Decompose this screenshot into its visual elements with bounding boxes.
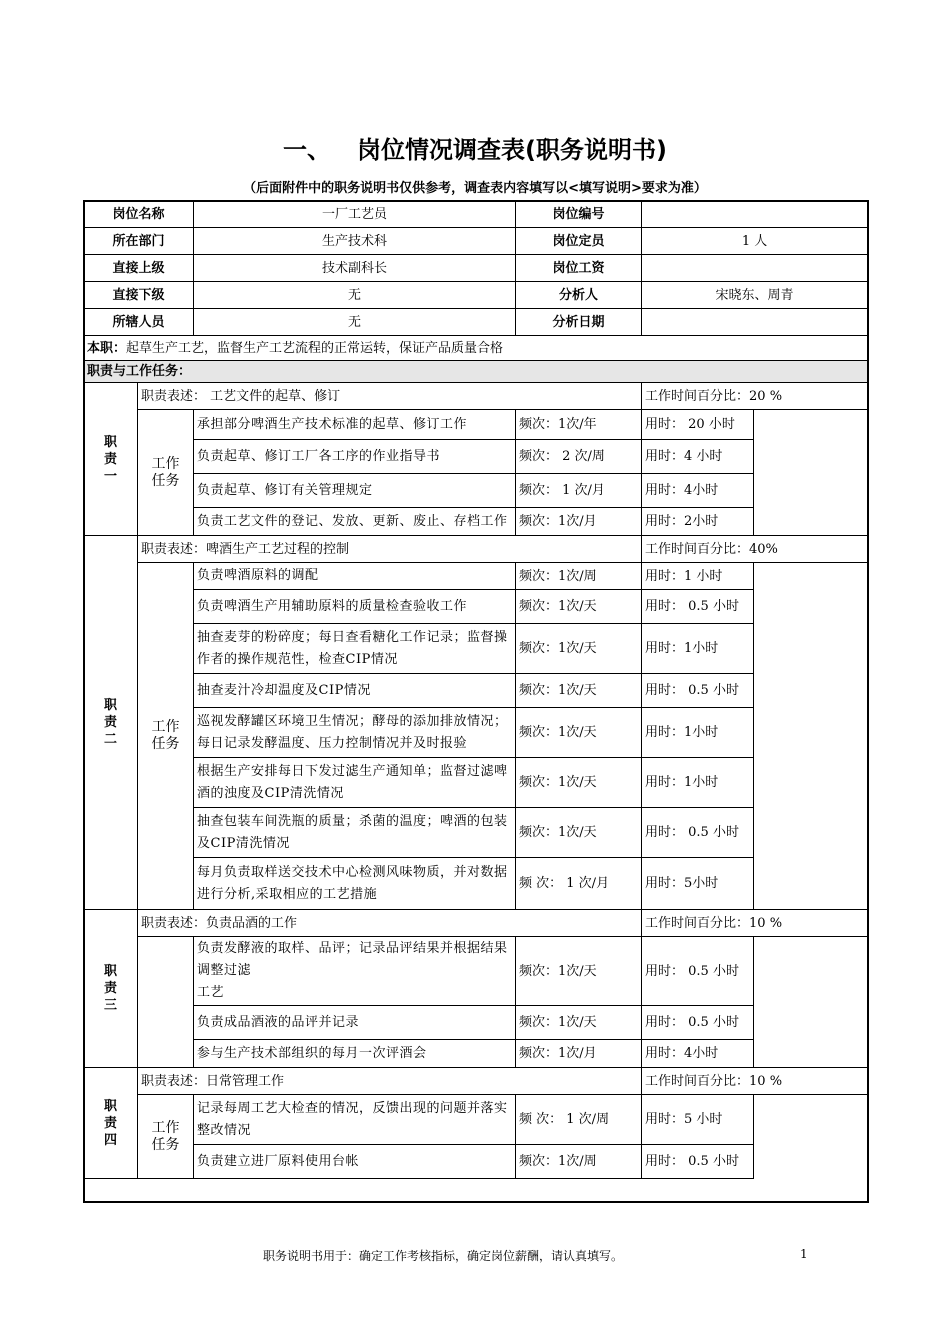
task-text: 抽查麦汁冷却温度及CIP情况 <box>194 674 516 708</box>
task-frequency: 频次：1次/周 <box>516 563 642 590</box>
task-duration: 用时： 0.5 小时 <box>642 590 754 624</box>
task-frequency: 频次：1次/天 <box>516 1006 642 1040</box>
task-frequency: 频次：1次/月 <box>516 1040 642 1068</box>
task-text: 负责建立进厂原料使用台帐 <box>194 1145 516 1179</box>
duty-row <box>84 336 868 361</box>
task-row <box>84 563 868 590</box>
task-row <box>84 1095 868 1145</box>
task-row <box>84 808 868 858</box>
responsibility-label <box>84 1068 138 1179</box>
task-frequency: 频次：1次/天 <box>516 624 642 674</box>
responsibility-label <box>84 536 138 910</box>
responsibility-description: 职责表述： 工艺文件的起草、修订 <box>138 383 642 410</box>
task-row <box>84 410 868 440</box>
task-text: 负责啤酒原料的调配 <box>194 563 516 590</box>
task-duration: 用时：1小时 <box>642 708 754 758</box>
task-frequency: 频次：1次/天 <box>516 937 642 1006</box>
footer-note: 职务说明书用于：确定工作考核指标，确定岗位薪酬，请认真填写。 <box>263 1249 624 1263</box>
responsibility-desc-row <box>84 383 868 410</box>
subordinate-label: 直接下级 <box>84 282 194 309</box>
task-text: 根据生产安排每日下发过滤生产通知单；监督过滤啤酒的浊度及CIP清洗情况 <box>194 758 516 808</box>
task-duration: 用时：4小时 <box>642 1040 754 1068</box>
task-duration: 用时： 0.5 小时 <box>642 1006 754 1040</box>
post-code-value <box>642 201 868 228</box>
info-row <box>84 309 868 336</box>
responsibility-description: 职责表述：啤酒生产工艺过程的控制 <box>138 536 642 563</box>
responsibility-label-text: 职责二 <box>104 698 118 747</box>
task-text: 负责起草、修订工厂各工序的作业指导书 <box>194 440 516 474</box>
task-duration: 用时：5 小时 <box>642 1095 754 1145</box>
task-frequency: 频 次： 1 次/周 <box>516 1095 642 1145</box>
duty-cell <box>84 336 868 361</box>
task-row <box>84 1006 868 1040</box>
task-text: 负责成品酒液的品评并记录 <box>194 1006 516 1040</box>
superior-label: 直接上级 <box>84 255 194 282</box>
time-percentage: 工作时间百分比：10 % <box>642 910 868 937</box>
staff-label: 所辖人员 <box>84 309 194 336</box>
salary-label: 岗位工资 <box>516 255 642 282</box>
task-duration: 用时：2小时 <box>642 508 754 536</box>
task-row <box>84 624 868 674</box>
duty-text: 起草生产工艺，监督生产工艺流程的正常运转，保证产品质量合格 <box>126 340 504 356</box>
job-description-table <box>83 200 868 1179</box>
task-duration: 用时： 0.5 小时 <box>642 1145 754 1179</box>
task-text: 每月负责取样送交技术中心检测风味物质，并对数据进行分析,采取相应的工艺措施 <box>194 858 516 910</box>
task-text: 负责起草、修订有关管理规定 <box>194 474 516 508</box>
task-frequency: 频次：1次/天 <box>516 808 642 858</box>
task-text: 负责啤酒生产用辅助原料的质量检查验收工作 <box>194 590 516 624</box>
time-percentage: 工作时间百分比：10 % <box>642 1068 868 1095</box>
staff-value: 无 <box>194 309 516 336</box>
task-text: 抽查包装车间洗瓶的质量；杀菌的温度；啤酒的包装及CIP清洗情况 <box>194 808 516 858</box>
responsibility-label-text: 职责三 <box>104 964 118 1013</box>
task-duration: 用时： 0.5 小时 <box>642 937 754 1006</box>
post-code-label: 岗位编号 <box>516 201 642 228</box>
task-frequency: 频次： 1 次/月 <box>516 474 642 508</box>
task-duration: 用时：1 小时 <box>642 563 754 590</box>
task-text: 抽查麦芽的粉碎度；每日查看糖化工作记录；监督操作者的操作规范性，检查CIP情况 <box>194 624 516 674</box>
task-text: 负责发酵液的取样、品评；记录品评结果并根据结果调整过滤 工艺 <box>194 937 516 1006</box>
responsibility-label-text: 职责一 <box>104 434 118 484</box>
task-row <box>84 708 868 758</box>
post-name-label: 岗位名称 <box>84 201 194 228</box>
tasks-header: 职责与工作任务： <box>84 361 868 383</box>
task-frequency: 频次：1次/天 <box>516 758 642 808</box>
page-number: 1 <box>800 1247 808 1261</box>
info-row <box>84 228 868 255</box>
time-percentage: 工作时间百分比：40% <box>642 536 868 563</box>
duty-label: 本职： <box>87 340 127 356</box>
work-task-label: 工作 任务 <box>138 1095 194 1179</box>
task-row <box>84 1145 868 1179</box>
post-name-value: 一厂工艺员 <box>194 201 516 228</box>
salary-value <box>642 255 868 282</box>
responsibility-label <box>84 383 138 536</box>
title-number: 一、 <box>283 136 332 164</box>
tasks-header-row <box>84 361 868 383</box>
analyst-value: 宋晓东、周青 <box>642 282 868 309</box>
quota-label: 岗位定员 <box>516 228 642 255</box>
task-frequency: 频次：1次/天 <box>516 674 642 708</box>
info-row <box>84 282 868 309</box>
task-row <box>84 440 868 474</box>
task-row <box>84 508 868 536</box>
task-text: 承担部分啤酒生产技术标准的起草、修订工作 <box>194 410 516 440</box>
superior-value: 技术副科长 <box>194 255 516 282</box>
task-text: 负责工艺文件的登记、发放、更新、废止、存档工作 <box>194 508 516 536</box>
title-text: 岗位情况调查表(职务说明书) <box>357 136 667 164</box>
task-duration: 用时： 20 小时 <box>642 410 754 440</box>
subordinate-value: 无 <box>194 282 516 309</box>
task-text: 参与生产技术部组织的每月一次评酒会 <box>194 1040 516 1068</box>
responsibility-label <box>84 910 138 1068</box>
task-duration: 用时：1小时 <box>642 624 754 674</box>
dept-label: 所在部门 <box>84 228 194 255</box>
task-frequency: 频次：1次/天 <box>516 590 642 624</box>
task-duration: 用时：1小时 <box>642 758 754 808</box>
date-label: 分析日期 <box>516 309 642 336</box>
page-title <box>0 130 950 165</box>
task-frequency: 频次： 2 次/周 <box>516 440 642 474</box>
task-duration: 用时：5小时 <box>642 858 754 910</box>
task-duration: 用时： 0.5 小时 <box>642 808 754 858</box>
info-row <box>84 201 868 228</box>
task-frequency: 频次：1次/月 <box>516 508 642 536</box>
work-task-label <box>138 937 194 1068</box>
task-row <box>84 937 868 1006</box>
task-duration: 用时： 0.5 小时 <box>642 674 754 708</box>
time-percentage: 工作时间百分比：20 % <box>642 383 868 410</box>
task-frequency: 频次：1次/天 <box>516 708 642 758</box>
task-row <box>84 858 868 910</box>
responsibility-description: 职责表述：日常管理工作 <box>138 1068 642 1095</box>
task-row <box>84 758 868 808</box>
date-value <box>642 309 868 336</box>
responsibility-desc-row <box>84 1068 868 1095</box>
task-row <box>84 590 868 624</box>
work-task-label: 工作 任务 <box>138 563 194 910</box>
task-row <box>84 1040 868 1068</box>
responsibility-desc-row <box>84 536 868 563</box>
task-frequency: 频次：1次/年 <box>516 410 642 440</box>
task-row <box>84 674 868 708</box>
responsibility-description: 职责表述：负责品酒的工作 <box>138 910 642 937</box>
analyst-label: 分析人 <box>516 282 642 309</box>
work-task-label: 工作 任务 <box>138 410 194 536</box>
task-text: 记录每周工艺大检查的情况，反馈出现的问题并落实整改情况 <box>194 1095 516 1145</box>
responsibility-desc-row <box>84 910 868 937</box>
quota-value: 1 人 <box>642 228 868 255</box>
task-duration: 用时：4小时 <box>642 474 754 508</box>
task-frequency: 频次：1次/周 <box>516 1145 642 1179</box>
task-duration: 用时：4 小时 <box>642 440 754 474</box>
task-text: 巡视发酵罐区环境卫生情况；酵母的添加排放情况；每日记录发酵温度、压力控制情况并及时报验 <box>194 708 516 758</box>
info-row <box>84 255 868 282</box>
responsibility-label-text: 职责四 <box>104 1098 118 1148</box>
task-row <box>84 474 868 508</box>
task-frequency: 频 次： 1 次/月 <box>516 858 642 910</box>
page-subtitle: （后面附件中的职务说明书仅供参考，调查表内容填写以<填写说明>要求为准） <box>243 181 707 196</box>
dept-value: 生产技术科 <box>194 228 516 255</box>
